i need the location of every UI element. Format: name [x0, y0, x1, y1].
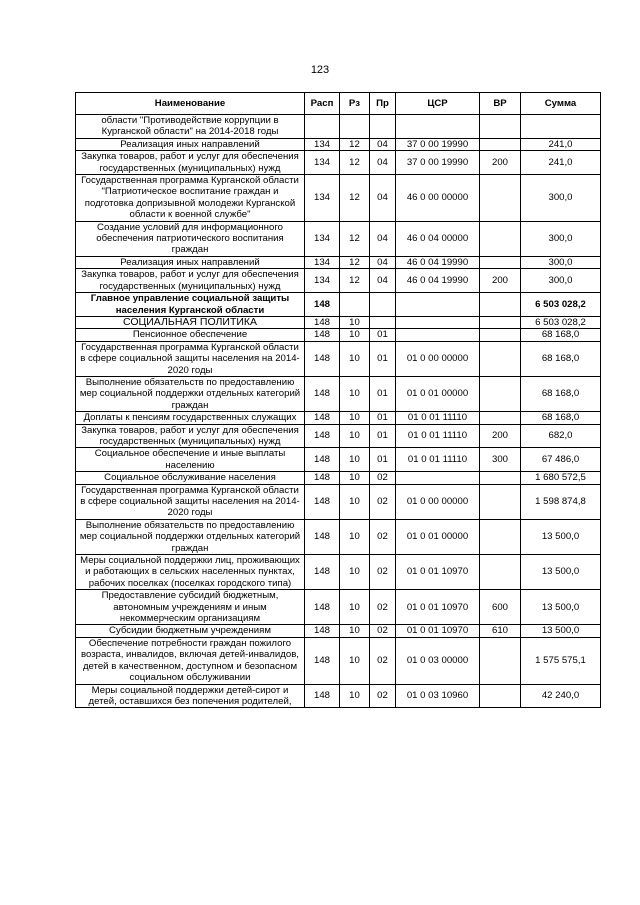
cell-pr: 04 [370, 269, 396, 293]
table-row [76, 555, 601, 590]
cell-vr [480, 175, 521, 222]
cell-rz: 12 [340, 175, 370, 222]
cell-sum: 6 503 028,2 [521, 316, 601, 328]
cell-name: Пенсионное обеспечение [76, 329, 305, 341]
cell-sum: 300,0 [521, 221, 601, 256]
table-row [76, 115, 601, 139]
cell-csr: 01 0 01 00000 [396, 519, 480, 554]
cell-csr: 01 0 03 10960 [396, 684, 480, 708]
cell-csr [396, 316, 480, 328]
table-row [76, 590, 601, 625]
cell-name: Социальное обеспечение и иные выплаты населению [76, 448, 305, 472]
cell-vr [480, 293, 521, 317]
table-row [76, 519, 601, 554]
cell-rasp: 148 [305, 316, 340, 328]
cell-csr: 37 0 00 19990 [396, 138, 480, 150]
cell-vr: 600 [480, 590, 521, 625]
cell-name: Выполнение обязательств по предоставлению мер социальной поддержки отдельных категорий граждан [76, 519, 305, 554]
cell-vr [480, 341, 521, 376]
cell-name: Меры социальной поддержки лиц, проживающих и работающих в сельских населенных пунктах, рабочих поселках (поселках городского типа) [76, 555, 305, 590]
cell-csr: 01 0 01 11110 [396, 412, 480, 424]
cell-rasp: 148 [305, 484, 340, 519]
cell-rz: 10 [340, 590, 370, 625]
cell-pr: 04 [370, 175, 396, 222]
cell-vr: 610 [480, 625, 521, 637]
cell-pr: 02 [370, 590, 396, 625]
cell-vr [480, 637, 521, 684]
cell-sum: 13 500,0 [521, 590, 601, 625]
table-row [76, 625, 601, 637]
cell-sum: 13 500,0 [521, 519, 601, 554]
cell-name: Государственная программа Курганской области "Патриотическое воспитание граждан и подготовка допризывной молодежи Курганской области к военной службе" [76, 175, 305, 222]
cell-sum: 68 168,0 [521, 412, 601, 424]
cell-rz: 10 [340, 341, 370, 376]
cell-rasp: 148 [305, 448, 340, 472]
cell-sum: 42 240,0 [521, 684, 601, 708]
cell-pr [370, 115, 396, 139]
cell-csr: 01 0 01 10970 [396, 590, 480, 625]
cell-vr [480, 472, 521, 484]
cell-name: Государственная программа Курганской области в сфере социальной защиты населения на 2014-2020 годы [76, 341, 305, 376]
cell-rz: 10 [340, 519, 370, 554]
cell-name: области "Противодействие коррупции в Курганской области" на 2014-2018 годы [76, 115, 305, 139]
cell-rasp [305, 115, 340, 139]
cell-pr: 02 [370, 472, 396, 484]
cell-vr [480, 221, 521, 256]
cell-csr: 46 0 04 00000 [396, 221, 480, 256]
cell-sum: 68 168,0 [521, 329, 601, 341]
cell-rasp: 134 [305, 138, 340, 150]
cell-rasp: 148 [305, 412, 340, 424]
cell-sum: 13 500,0 [521, 625, 601, 637]
table-row [76, 138, 601, 150]
cell-name: Закупка товаров, работ и услуг для обеспечения государственных (муниципальных) нужд [76, 424, 305, 448]
table-row [76, 341, 601, 376]
table-row [76, 329, 601, 341]
cell-rz: 12 [340, 151, 370, 175]
cell-name: Меры социальной поддержки детей-сирот и детей, оставшихся без попечения родителей, [76, 684, 305, 708]
cell-name: СОЦИАЛЬНАЯ ПОЛИТИКА [76, 316, 305, 328]
cell-name: Закупка товаров, работ и услуг для обеспечения государственных (муниципальных) нужд [76, 269, 305, 293]
cell-rasp: 148 [305, 590, 340, 625]
cell-rasp: 134 [305, 221, 340, 256]
cell-pr: 02 [370, 519, 396, 554]
cell-sum: 300,0 [521, 256, 601, 268]
cell-name: Создание условий для информационного обеспечения патриотического воспитания граждан [76, 221, 305, 256]
cell-name: Предоставление субсидий бюджетным, автономным учреждениям и иным некоммерческим организациям [76, 590, 305, 625]
cell-rasp: 148 [305, 472, 340, 484]
cell-vr [480, 115, 521, 139]
table-row [76, 684, 601, 708]
table-row [76, 448, 601, 472]
cell-rasp: 134 [305, 269, 340, 293]
header-row [76, 93, 601, 115]
cell-sum: 1 575 575,1 [521, 637, 601, 684]
cell-csr [396, 329, 480, 341]
cell-csr: 01 0 01 10970 [396, 625, 480, 637]
cell-vr [480, 138, 521, 150]
table-row [76, 424, 601, 448]
cell-csr: 46 0 04 19990 [396, 269, 480, 293]
cell-rasp: 148 [305, 293, 340, 317]
budget-table [75, 92, 601, 708]
cell-csr: 01 0 00 00000 [396, 484, 480, 519]
cell-rasp: 148 [305, 555, 340, 590]
cell-pr: 01 [370, 329, 396, 341]
cell-vr [480, 256, 521, 268]
cell-csr: 01 0 01 11110 [396, 448, 480, 472]
cell-rz [340, 293, 370, 317]
cell-rasp: 148 [305, 625, 340, 637]
cell-csr: 01 0 01 11110 [396, 424, 480, 448]
table-row [76, 376, 601, 411]
cell-csr: 01 0 01 10970 [396, 555, 480, 590]
cell-vr [480, 316, 521, 328]
table-row [76, 256, 601, 268]
table-row [76, 151, 601, 175]
cell-rz: 10 [340, 637, 370, 684]
cell-rz: 10 [340, 316, 370, 328]
cell-name: Доплаты к пенсиям государственных служащих [76, 412, 305, 424]
cell-csr [396, 293, 480, 317]
cell-vr [480, 412, 521, 424]
cell-sum: 67 486,0 [521, 448, 601, 472]
cell-sum: 300,0 [521, 269, 601, 293]
cell-rasp: 134 [305, 151, 340, 175]
cell-pr: 01 [370, 424, 396, 448]
cell-rz: 12 [340, 138, 370, 150]
cell-name: Реализация иных направлений [76, 138, 305, 150]
cell-csr [396, 115, 480, 139]
cell-rz: 10 [340, 625, 370, 637]
cell-rasp: 134 [305, 175, 340, 222]
cell-name: Государственная программа Курганской области в сфере социальной защиты населения на 2014-2020 годы [76, 484, 305, 519]
cell-vr: 200 [480, 151, 521, 175]
cell-csr: 46 0 04 19990 [396, 256, 480, 268]
cell-rz: 10 [340, 484, 370, 519]
cell-sum: 13 500,0 [521, 555, 601, 590]
cell-sum: 68 168,0 [521, 376, 601, 411]
cell-rz: 10 [340, 412, 370, 424]
cell-pr: 01 [370, 376, 396, 411]
cell-pr: 04 [370, 221, 396, 256]
cell-pr: 04 [370, 151, 396, 175]
cell-vr: 200 [480, 269, 521, 293]
cell-name: Социальное обслуживание населения [76, 472, 305, 484]
header-rasp: Расп [305, 93, 340, 115]
cell-pr: 04 [370, 138, 396, 150]
header-csr: ЦСР [396, 93, 480, 115]
cell-name: Главное управление социальной защиты населения Курганской области [76, 293, 305, 317]
cell-sum: 682,0 [521, 424, 601, 448]
cell-rz: 10 [340, 424, 370, 448]
cell-name: Реализация иных направлений [76, 256, 305, 268]
cell-vr [480, 684, 521, 708]
cell-sum: 6 503 028,2 [521, 293, 601, 317]
header-rz: Рз [340, 93, 370, 115]
table-row [76, 484, 601, 519]
cell-pr: 02 [370, 684, 396, 708]
table-row [76, 293, 601, 317]
cell-vr: 300 [480, 448, 521, 472]
table-row [76, 412, 601, 424]
cell-rz: 10 [340, 329, 370, 341]
table-row [76, 637, 601, 684]
cell-name: Обеспечение потребности граждан пожилого возраста, инвалидов, включая детей-инвалидов, детей в качественном, доступном и безопасном социальном обслуживании [76, 637, 305, 684]
cell-rasp: 148 [305, 637, 340, 684]
cell-vr [480, 519, 521, 554]
cell-rasp: 134 [305, 256, 340, 268]
cell-pr: 02 [370, 625, 396, 637]
cell-csr: 46 0 00 00000 [396, 175, 480, 222]
cell-sum: 241,0 [521, 138, 601, 150]
cell-csr: 37 0 00 19990 [396, 151, 480, 175]
cell-name: Закупка товаров, работ и услуг для обеспечения государственных (муниципальных) нужд [76, 151, 305, 175]
cell-pr: 01 [370, 412, 396, 424]
cell-rz [340, 115, 370, 139]
cell-csr: 01 0 00 00000 [396, 341, 480, 376]
cell-sum: 1 598 874,8 [521, 484, 601, 519]
cell-rz: 10 [340, 472, 370, 484]
cell-vr [480, 376, 521, 411]
cell-pr: 04 [370, 256, 396, 268]
cell-csr: 01 0 03 00000 [396, 637, 480, 684]
cell-pr [370, 293, 396, 317]
header-sum: Сумма [521, 93, 601, 115]
header-name: Наименование [76, 93, 305, 115]
cell-pr: 01 [370, 448, 396, 472]
cell-rz: 10 [340, 376, 370, 411]
cell-rasp: 148 [305, 376, 340, 411]
table-row [76, 269, 601, 293]
cell-sum [521, 115, 601, 139]
cell-rz: 12 [340, 269, 370, 293]
cell-rz: 10 [340, 448, 370, 472]
cell-name: Выполнение обязательств по предоставлению мер социальной поддержки отдельных категорий граждан [76, 376, 305, 411]
header-pr: Пр [370, 93, 396, 115]
cell-rz: 10 [340, 684, 370, 708]
table-row [76, 221, 601, 256]
cell-pr: 02 [370, 637, 396, 684]
cell-pr: 02 [370, 555, 396, 590]
cell-name: Субсидии бюджетным учреждениям [76, 625, 305, 637]
cell-vr [480, 329, 521, 341]
cell-vr [480, 555, 521, 590]
cell-csr [396, 472, 480, 484]
cell-vr: 200 [480, 424, 521, 448]
cell-rasp: 148 [305, 684, 340, 708]
cell-rz: 12 [340, 256, 370, 268]
cell-rasp: 148 [305, 341, 340, 376]
cell-sum: 241,0 [521, 151, 601, 175]
cell-rasp: 148 [305, 329, 340, 341]
page-number: 123 [310, 64, 330, 76]
table-row [76, 175, 601, 222]
table-row [76, 472, 601, 484]
cell-rasp: 148 [305, 424, 340, 448]
table-body [76, 115, 601, 708]
cell-rz: 12 [340, 221, 370, 256]
cell-rasp: 148 [305, 519, 340, 554]
cell-pr [370, 316, 396, 328]
cell-pr: 01 [370, 341, 396, 376]
cell-csr: 01 0 01 00000 [396, 376, 480, 411]
cell-pr: 02 [370, 484, 396, 519]
cell-sum: 68 168,0 [521, 341, 601, 376]
header-vr: ВР [480, 93, 521, 115]
cell-sum: 300,0 [521, 175, 601, 222]
cell-sum: 1 680 572,5 [521, 472, 601, 484]
cell-vr [480, 484, 521, 519]
table-row [76, 316, 601, 328]
cell-rz: 10 [340, 555, 370, 590]
